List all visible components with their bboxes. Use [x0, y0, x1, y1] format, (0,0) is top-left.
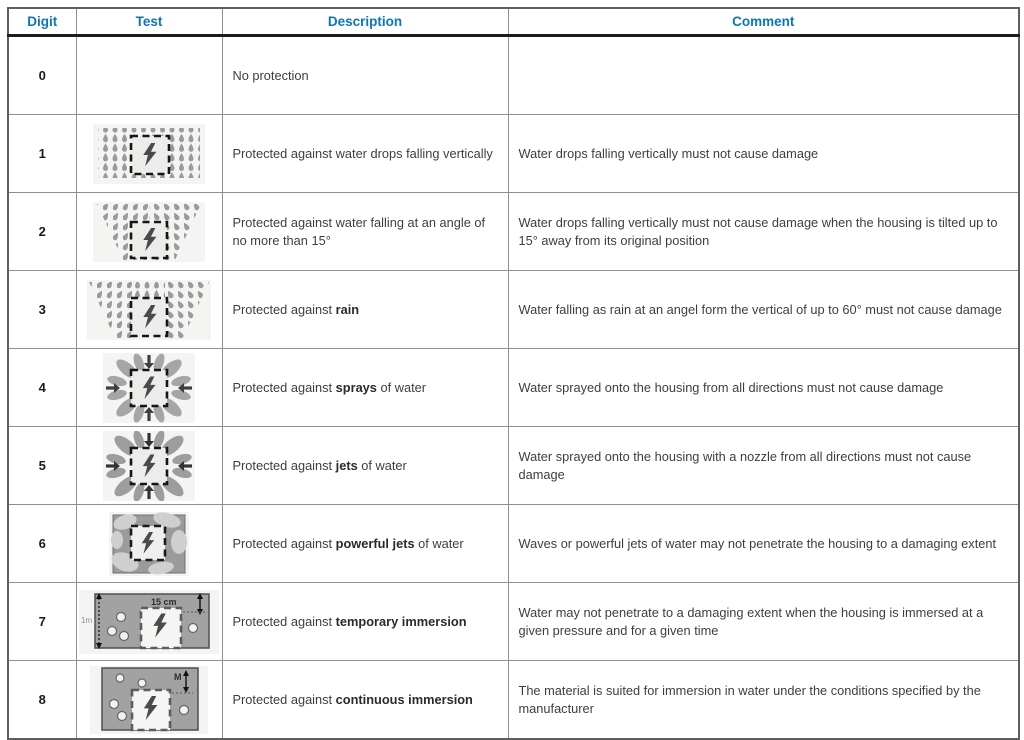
- comment-cell: Water falling as rain at an angel form the vertical of up to 60° must not cause damage: [508, 271, 1019, 349]
- comment-cell: Water drops falling vertically must not cause damage when the housing is tilted up to 15° away from its original position: [508, 193, 1019, 271]
- description-cell: [222, 271, 508, 349]
- column-header-description: Description: [222, 8, 508, 36]
- table-row: [8, 583, 1019, 661]
- description-text: Protected against: [232, 535, 336, 551]
- description-text: Protected against: [232, 691, 336, 707]
- description-cell: [222, 349, 508, 427]
- description-text: of water: [414, 535, 464, 551]
- description-text: Protected against water drops falling vertically: [232, 145, 493, 161]
- description-cell: [222, 505, 508, 583]
- comment-cell: Water drops falling vertically must not cause damage: [508, 115, 1019, 193]
- column-header-digit: Digit: [8, 8, 76, 36]
- description-cell: [222, 36, 508, 115]
- description-cell: [222, 193, 508, 271]
- description-text: Protected against: [232, 301, 336, 317]
- description-bold: jets: [335, 457, 358, 473]
- description-text: of water: [357, 457, 407, 473]
- table-row: [8, 115, 1019, 193]
- angled-drops-icon: [93, 202, 205, 262]
- table-row: [8, 36, 1019, 115]
- height-label: 15 cm: [151, 596, 177, 607]
- comment-cell: Water sprayed onto the housing from all directions must not cause damage: [508, 349, 1019, 427]
- digit-cell: 4: [8, 349, 76, 427]
- digit-cell: 0: [8, 36, 76, 115]
- water-jets-icon: [103, 431, 195, 501]
- table-row: [8, 427, 1019, 505]
- continuous-immersion-icon: [90, 666, 208, 734]
- description-bold: powerful jets: [335, 535, 415, 551]
- table-row: [8, 193, 1019, 271]
- description-cell: [222, 115, 508, 193]
- description-text: No protection: [232, 67, 309, 83]
- description-text: Protected against: [232, 379, 336, 395]
- temporary-immersion-icon: [79, 590, 219, 654]
- table-row: [8, 349, 1019, 427]
- test-cell: [76, 505, 222, 583]
- comment-cell: Water sprayed onto the housing with a nozzle from all directions must not cause damage: [508, 427, 1019, 505]
- comment-cell: Water may not penetrate to a damaging extent when the housing is immersed at a given pressure and for a given time: [508, 583, 1019, 661]
- description-cell: [222, 661, 508, 740]
- depth-label: 1m: [81, 615, 93, 625]
- digit-cell: 1: [8, 115, 76, 193]
- test-cell: [76, 271, 222, 349]
- description-bold: rain: [335, 301, 360, 317]
- rain-icon: [87, 280, 211, 340]
- immersion-depth-mark: M: [174, 671, 182, 682]
- test-cell: [76, 36, 222, 115]
- digit-cell: 2: [8, 193, 76, 271]
- comment-cell: The material is suited for immersion in water under the conditions specified by the manufacturer: [508, 661, 1019, 740]
- test-cell: [76, 349, 222, 427]
- header-row: [8, 8, 1019, 36]
- table-row: [8, 505, 1019, 583]
- test-cell: [76, 661, 222, 740]
- comment-cell: Waves or powerful jets of water may not penetrate the housing to a damaging extent: [508, 505, 1019, 583]
- digit-cell: 6: [8, 505, 76, 583]
- digit-cell: 5: [8, 427, 76, 505]
- description-cell: [222, 583, 508, 661]
- water-sprays-icon: [103, 353, 195, 423]
- description-text: Protected against water falling at an angle of no more than 15°: [232, 215, 486, 248]
- test-cell: [76, 583, 222, 661]
- column-header-test: Test: [76, 8, 222, 36]
- digit-cell: 7: [8, 583, 76, 661]
- table-row: [8, 661, 1019, 740]
- description-text: of water: [376, 379, 426, 395]
- description-bold: continuous immersion: [335, 691, 473, 707]
- description-text: Protected against: [232, 457, 336, 473]
- comment-cell: [508, 36, 1019, 115]
- powerful-jets-icon: [109, 512, 189, 576]
- description-text: Protected against: [232, 613, 336, 629]
- description-bold: temporary immersion: [335, 613, 467, 629]
- digit-cell: 3: [8, 271, 76, 349]
- test-cell: [76, 427, 222, 505]
- description-bold: sprays: [335, 379, 377, 395]
- vertical-drops-icon: [93, 124, 205, 184]
- table-row: [8, 271, 1019, 349]
- test-cell: [76, 115, 222, 193]
- column-header-comment: Comment: [508, 8, 1019, 36]
- ip-water-protection-table: [7, 7, 1020, 740]
- test-cell: [76, 193, 222, 271]
- description-cell: [222, 427, 508, 505]
- digit-cell: 8: [8, 661, 76, 740]
